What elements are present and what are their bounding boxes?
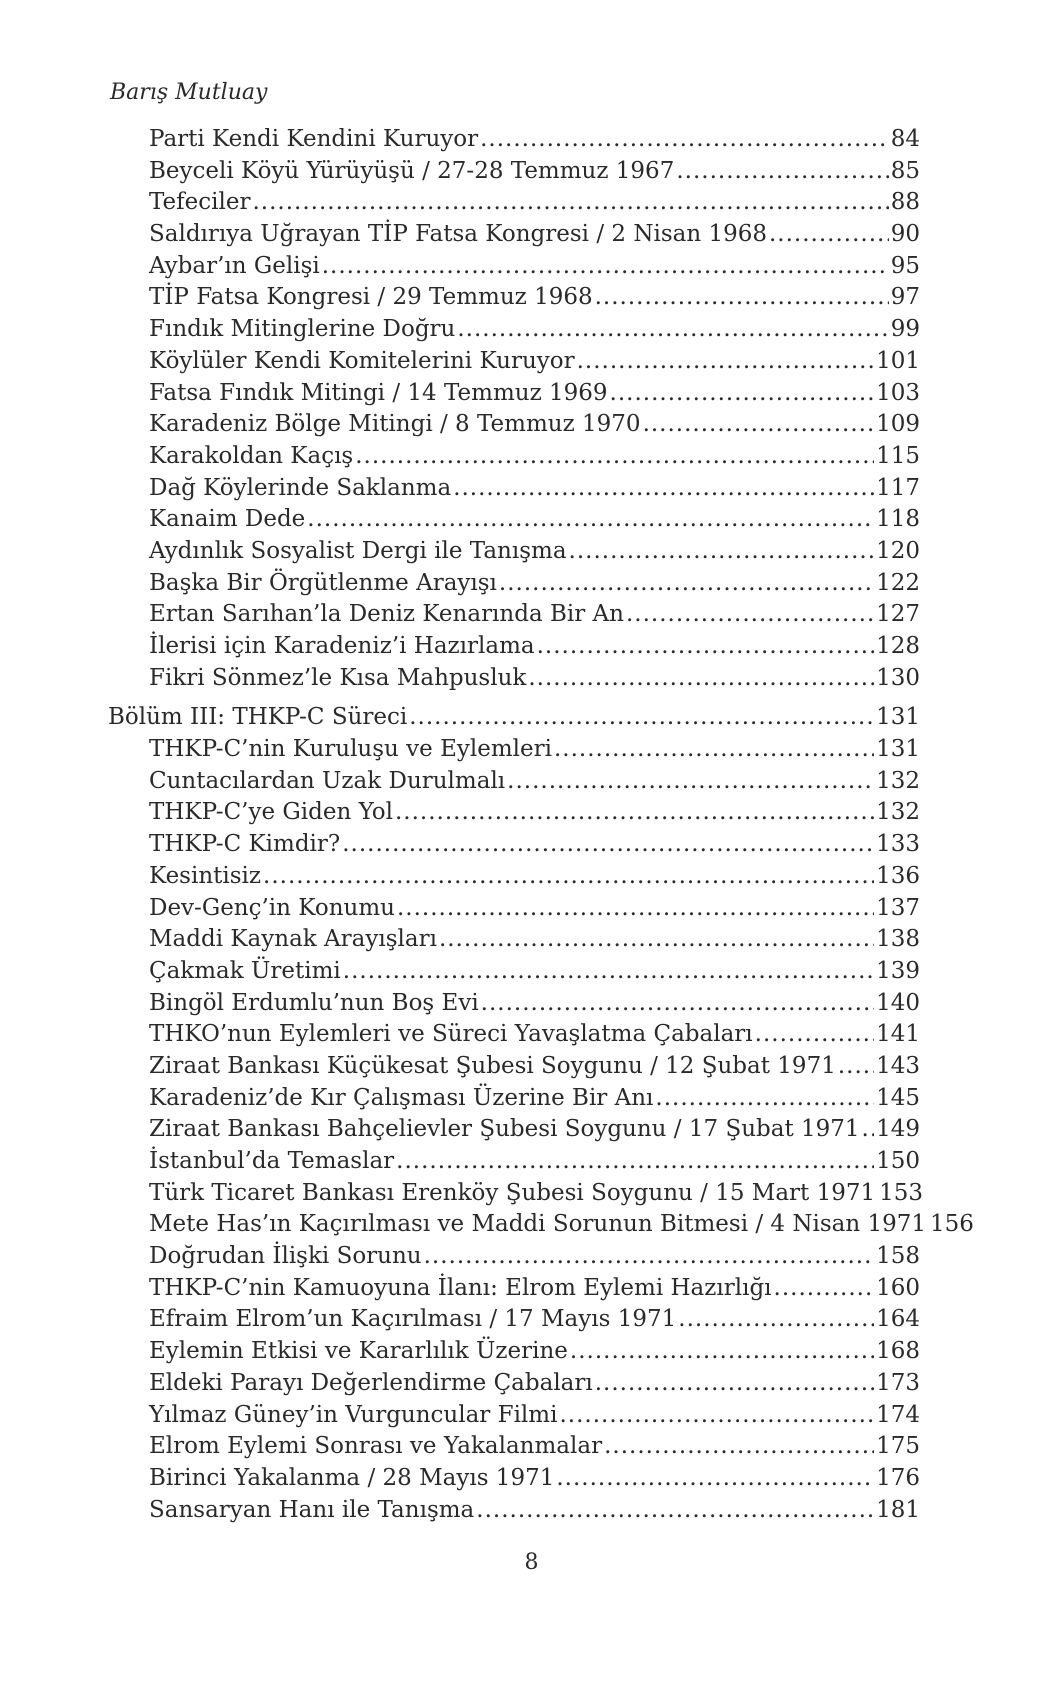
dot-leader: [396, 1146, 874, 1178]
running-header-author: Barış Mutluay: [110, 80, 268, 105]
toc-entry-title: Türk Ticaret Bankası Erenköy Şubesi Soygunu / 15 Mart 1971: [149, 1179, 876, 1206]
dot-leader: [556, 1463, 874, 1495]
toc-entry-page: 143: [876, 1052, 920, 1079]
toc-entry: [108, 251, 920, 283]
toc-entry-title: Başka Bir Örgütlenme Arayışı: [149, 569, 497, 596]
toc-entry-page: 130: [876, 664, 920, 691]
toc-entry: [108, 1273, 920, 1305]
toc-entry: [108, 409, 920, 441]
toc-entry-page: 118: [876, 506, 920, 533]
toc-entry: [108, 1336, 920, 1368]
dot-leader: [263, 861, 874, 893]
toc-entry-page: 150: [876, 1148, 920, 1174]
dot-leader: [554, 734, 874, 766]
dot-leader: [253, 187, 889, 219]
toc-entry-page: 168: [876, 1338, 920, 1365]
dot-leader: [604, 1431, 874, 1463]
toc-entry: [108, 346, 920, 378]
dot-leader: [595, 1368, 874, 1400]
dot-leader: [343, 956, 874, 988]
toc-entry-page: 141: [876, 1021, 920, 1048]
toc-entry-title: Dev-Genç’in Konumu: [149, 894, 395, 921]
toc-entry-title: Dağ Köylerinde Saklanma: [149, 474, 452, 501]
toc-entry-title: Efraim Elrom’un Kaçırılması / 17 Mayıs 1971: [149, 1306, 677, 1333]
toc-entry-title: Kesintisiz: [149, 862, 262, 889]
toc-entry-page: 95: [890, 252, 920, 279]
dot-leader: [569, 536, 875, 568]
toc-entry-title: Karadeniz Bölge Mitingi / 8 Temmuz 1970: [149, 411, 641, 438]
toc-entry: [108, 282, 920, 314]
toc-entry-page: 115: [876, 442, 920, 469]
dot-leader: [528, 663, 874, 695]
toc-entry-title: Bölüm III: THKP-C Süreci: [108, 704, 408, 731]
toc-entry-page: 173: [876, 1369, 920, 1396]
toc-entry: [108, 536, 920, 568]
toc-entry-title: Bingöl Erdumlu’nun Boş Evi: [149, 989, 479, 1016]
toc-entry-page: 132: [876, 799, 920, 826]
toc-entry: [108, 734, 920, 766]
toc-entry-page: 174: [876, 1401, 920, 1428]
toc-entry-title: Ziraat Bankası Küçükesat Şubesi Soygunu / 12 Şubat 1971: [149, 1052, 836, 1079]
dot-leader: [577, 346, 875, 378]
toc-entry: [108, 124, 920, 156]
toc-entry-page: 109: [876, 411, 920, 438]
toc-entry: [108, 988, 920, 1020]
toc-entry: [108, 1431, 920, 1463]
toc-entry-title: Beyceli Köyü Yürüyüşü / 27-28 Temmuz 1967: [149, 157, 675, 184]
toc-entry: [108, 1209, 974, 1241]
dot-leader: [774, 1273, 875, 1305]
dot-leader: [755, 1019, 874, 1051]
toc-entry: [108, 861, 920, 893]
toc-entry: [108, 473, 920, 505]
toc-entry-title: İstanbul’da Temaslar: [149, 1148, 395, 1174]
toc-entry-page: 133: [876, 831, 920, 858]
toc-entry-page: 160: [876, 1274, 920, 1301]
toc-entry-page: 97: [890, 284, 920, 311]
toc-entry: [108, 631, 920, 663]
toc-entry-title: Eldeki Parayı Değerlendirme Çabaları: [149, 1369, 593, 1396]
toc-entry-title: THKP-C’ye Giden Yol: [149, 799, 393, 826]
toc-entry-page: 156: [930, 1211, 974, 1238]
dot-leader: [862, 1114, 875, 1146]
dot-leader: [537, 631, 874, 663]
toc-entry-page: 131: [876, 704, 920, 731]
dot-leader: [769, 219, 889, 251]
toc-entry: [108, 1463, 920, 1495]
toc-entry-title: Elrom Eylemi Sonrası ve Yakalanmalar: [149, 1433, 603, 1460]
toc-entry: [108, 829, 920, 861]
dot-leader: [559, 1400, 874, 1432]
dot-leader: [424, 1241, 874, 1273]
toc-entry-title: Sansaryan Hanı ile Tanışma: [149, 1496, 475, 1523]
toc-entry-title: Aydınlık Sosyalist Dergi ile Tanışma: [149, 537, 567, 564]
toc-entry: [108, 1019, 920, 1051]
dot-leader: [439, 924, 874, 956]
toc-entry-page: 99: [890, 316, 920, 343]
dot-leader: [409, 702, 874, 734]
dot-leader: [610, 378, 875, 410]
toc-entry: [108, 314, 920, 346]
toc-entry-title: Cuntacılardan Uzak Durulmalı: [149, 767, 506, 794]
toc-entry-page: 84: [890, 126, 920, 152]
toc-entry: [108, 893, 920, 925]
toc-entry-page: 117: [876, 474, 920, 501]
toc-entry-page: 153: [879, 1179, 924, 1206]
toc-entry: [108, 663, 920, 695]
dot-leader: [453, 473, 874, 505]
toc-entry-page: 176: [876, 1464, 920, 1491]
toc-entry: [108, 378, 920, 410]
dot-leader: [481, 988, 874, 1020]
toc-entry-title: Aybar’ın Gelişi: [149, 252, 320, 279]
toc-entry: [108, 568, 920, 600]
toc-entry: [108, 1051, 920, 1083]
toc-entry-title: Fındık Mitinglerine Doğru: [149, 316, 456, 343]
dot-leader: [457, 314, 888, 346]
toc-entry-title: THKP-C’nin Kamuoyuna İlanı: Elrom Eylemi Hazırlığı: [149, 1274, 772, 1301]
toc-entry-title: Yılmaz Güney’in Vurguncular Filmi: [149, 1401, 558, 1428]
dot-leader: [480, 124, 889, 156]
dot-leader: [626, 599, 874, 631]
toc-entry: [108, 1146, 920, 1178]
toc-entry-page: 122: [876, 569, 920, 596]
toc-entry-page: 128: [876, 633, 920, 659]
toc-entry-title: Doğrudan İlişki Sorunu: [149, 1243, 422, 1270]
toc-entry-page: 120: [876, 537, 920, 564]
toc-entry: [108, 599, 920, 631]
toc-entry-title: Tefeciler: [149, 189, 251, 216]
toc-entry-title: Kanaim Dede: [149, 506, 306, 533]
dot-leader: [595, 282, 889, 314]
toc-entry: [108, 1178, 924, 1210]
dot-leader: [322, 251, 889, 283]
toc-entry-page: 131: [876, 736, 920, 763]
toc-entry: [108, 797, 920, 829]
toc-entry: [108, 156, 920, 188]
toc-entry-title: Ertan Sarıhan’la Deniz Kenarında Bir An: [149, 601, 624, 628]
toc-entry-title: Mete Has’ın Kaçırılması ve Maddi Sorunun Bitmesi / 4 Nisan 1971: [149, 1211, 927, 1238]
dot-leader: [838, 1051, 874, 1083]
toc-entry-page: 103: [876, 379, 920, 406]
toc-entry-title: Birinci Yakalanma / 28 Mayıs 1971: [149, 1464, 555, 1491]
dot-leader: [676, 156, 888, 188]
dot-leader: [476, 1495, 874, 1527]
toc-entry-title: THKP-C’nin Kuruluşu ve Eylemleri: [149, 736, 552, 763]
toc-entry-title: THKP-C Kimdir?: [149, 831, 341, 858]
toc-entry-page: 145: [876, 1084, 920, 1111]
dot-leader: [397, 893, 874, 925]
toc-entry: [108, 1114, 920, 1146]
toc-entry-page: 139: [876, 957, 920, 984]
toc-entry-page: 127: [876, 601, 920, 628]
dot-leader: [342, 829, 874, 861]
toc-entry: [108, 504, 920, 536]
toc-entry-page: 181: [876, 1496, 920, 1523]
toc-entry-title: Fatsa Fındık Mitingi / 14 Temmuz 1969: [149, 379, 608, 406]
toc-entry-title: Parti Kendi Kendini Kuruyor: [149, 126, 479, 152]
page-number: 8: [524, 1550, 539, 1575]
dot-leader: [395, 797, 874, 829]
toc-entry: [108, 924, 920, 956]
toc-entry: [108, 219, 920, 251]
table-of-contents: [108, 124, 974, 1526]
dot-leader: [499, 568, 874, 600]
dot-leader: [355, 441, 874, 473]
toc-entry-page: 137: [876, 894, 920, 921]
toc-entry-title: Fikri Sönmez’le Kısa Mahpusluk: [149, 664, 527, 691]
dot-leader: [570, 1336, 874, 1368]
toc-entry-page: 138: [876, 926, 920, 953]
dot-leader: [678, 1304, 874, 1336]
toc-entry-title: Eylemin Etkisi ve Kararlılık Üzerine: [149, 1338, 568, 1365]
toc-entry-page: 149: [876, 1116, 920, 1143]
toc-entry-page: 164: [876, 1306, 920, 1333]
toc-entry-title: Maddi Kaynak Arayışları: [149, 926, 437, 953]
toc-entry-page: 132: [876, 767, 920, 794]
dot-leader: [655, 1083, 874, 1115]
dot-leader: [507, 766, 874, 798]
toc-entry-title: İlerisi için Karadeniz’i Hazırlama: [149, 633, 535, 659]
toc-entry-title: THKO’nun Eylemleri ve Süreci Yavaşlatma Çabaları: [149, 1021, 753, 1048]
toc-entry-title: Karakoldan Kaçış: [149, 442, 354, 469]
dot-leader: [643, 409, 875, 441]
toc-chapter-entry: [108, 702, 920, 734]
toc-entry: [108, 956, 920, 988]
toc-entry: [108, 1368, 920, 1400]
toc-entry: [108, 441, 920, 473]
toc-entry-title: Karadeniz’de Kır Çalışması Üzerine Bir Anı: [149, 1084, 654, 1111]
toc-entry-page: 88: [890, 189, 920, 216]
toc-entry: [108, 1495, 920, 1527]
dot-leader: [307, 504, 874, 536]
toc-entry: [108, 1241, 920, 1273]
toc-entry-title: TİP Fatsa Kongresi / 29 Temmuz 1968: [149, 284, 593, 311]
toc-entry: [108, 1304, 920, 1336]
toc-entry: [108, 1400, 920, 1432]
toc-entry-page: 136: [876, 862, 920, 889]
toc-entry: [108, 1083, 920, 1115]
toc-entry-page: 90: [890, 221, 920, 248]
toc-entry-title: Çakmak Üretimi: [149, 957, 341, 984]
toc-entry-page: 85: [890, 157, 920, 184]
toc-entry-page: 158: [876, 1243, 920, 1270]
toc-entry: [108, 766, 920, 798]
toc-entry: [108, 187, 920, 219]
toc-entry-title: Ziraat Bankası Bahçelievler Şubesi Soygunu / 17 Şubat 1971: [149, 1116, 860, 1143]
toc-entry-page: 140: [876, 989, 920, 1016]
toc-entry-title: Saldırıya Uğrayan TİP Fatsa Kongresi / 2 Nisan 1968: [149, 221, 767, 248]
toc-entry-page: 101: [876, 347, 920, 374]
toc-entry-title: Köylüler Kendi Komitelerini Kuruyor: [149, 347, 575, 374]
toc-entry-page: 175: [876, 1433, 920, 1460]
